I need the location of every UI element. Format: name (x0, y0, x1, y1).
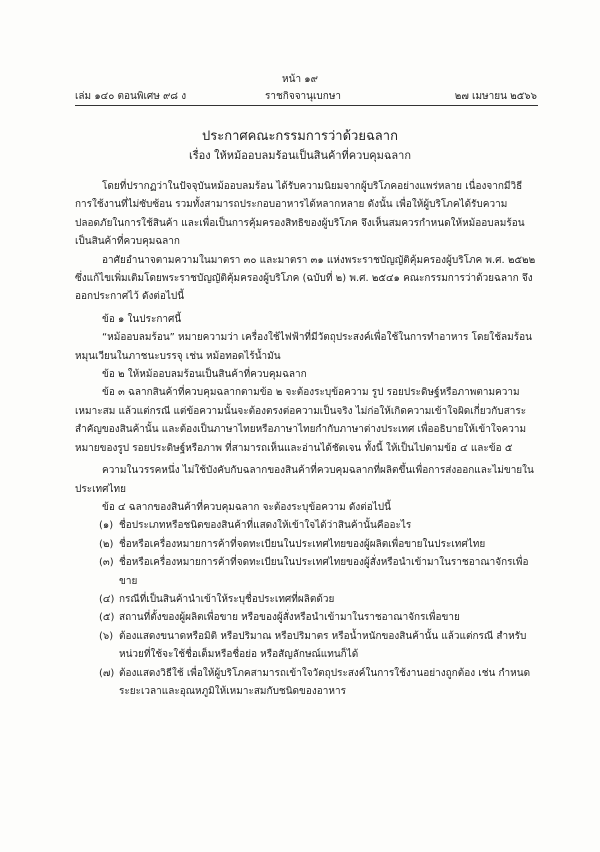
item-number: (๓) (99, 557, 114, 569)
item-number: (๕) (99, 612, 115, 624)
item-number: (๑) (99, 520, 114, 532)
item-number: (๗) (99, 667, 115, 679)
clause-3: ข้อ ๓ ฉลากสินค้าที่ควบคุมฉลากตามข้อ ๒ จะต้องระบุข้อความ รูป รอยประดิษฐ์หรือภาพตามความเหมาะสม แล้วแต่กรณี แต่ข้อความนั้นจะต้องตรงต่อความเป็นจริง ไม่ก่อให้เกิดความเข้าใจผิดเกี่ยวกับสาระสำคัญของสินค้านั้น และต้องเป็นภาษาไทยหรือภาษาไทยกำกับภาษาต่างประเทศ เพื่ออธิบายให้เข้าใจความหมายของรูป รอยประดิษฐ์หรือภาพ ที่สามารถเห็นและอ่านได้ชัดเจน ทั้งนี้ ให้เป็นไปตามข้อ ๔ และข้อ ๕ (75, 387, 527, 454)
clause-4: ข้อ ๔ ฉลากของสินค้าที่ควบคุมฉลาก จะต้องระบุข้อความ ดังต่อไปนี้ (102, 501, 391, 513)
clause-2: ข้อ ๒ ให้หม้ออบลมร้อนเป็นสินค้าที่ควบคุมฉลาก (102, 369, 307, 381)
list-item (75, 665, 538, 702)
item-text: ชื่อหรือเครื่องหมายการค้าที่จดทะเบียนในประเทศไทยของผู้สั่งหรือนำเข้ามาในราชอาณาจักรเพื่อขาย (119, 557, 529, 587)
item-number: (๒) (99, 538, 114, 550)
item-text: ต้องแสดงวิธีใช้ เพื่อให้ผู้บริโภคสามารถเข้าใจวัตถุประสงค์ในการใช้งานอย่างถูกต้อง เช่น กำหนดระยะเวลาและอุณหภูมิให้เหมาะสมกับชนิดของอาหาร (119, 667, 531, 697)
publication-date: ๒๗ เมษายน ๒๕๖๖ (454, 91, 537, 102)
list-item (75, 591, 538, 609)
gazette-header (75, 89, 537, 103)
item-number: (๖) (99, 630, 114, 642)
item-number: (๔) (99, 593, 115, 605)
item-text: กรณีที่เป็นสินค้านำเข้าให้ระบุชื่อประเทศที่ผลิตด้วย (119, 593, 335, 605)
list-item (75, 517, 538, 535)
item-text: ชื่อประเภทหรือชนิดของสินค้าที่แสดงให้เข้าใจได้ว่าสินค้านั้นคืออะไร (119, 520, 412, 532)
gazette-name: ราชกิจจานุเบกษา (265, 91, 342, 102)
item-text: ต้องแสดงขนาดหรือมิติ หรือปริมาณ หรือปริมาตร หรือน้ำหนักของสินค้านั้น แล้วแต่กรณี สำหรับหน่วยที่ใช้จะใช้ชื่อเต็มหรือชื่อย่อ หรือสัญลักษณ์แทนก็ได้ (119, 630, 527, 661)
authority-paragraph: อาศัยอำนาจตามความในมาตรา ๓๐ และมาตรา ๓๑ แห่งพระราชบัญญัติคุ้มครองผู้บริโภค พ.ศ. ๒๕๒๒ ซึ่งแก้ไขเพิ่มเติมโดยพระราชบัญญัติคุ้มครองผู้บริโภค (ฉบับที่ ๒) พ.ศ. ๒๕๔๑ คณะกรรมการว่าด้วยฉลาก จึงออกประกาศไว้ ดังต่อไปนี้ (75, 254, 536, 303)
volume-issue: เล่ม ๑๔๐ ตอนพิเศษ ๙๘ ง (75, 91, 187, 102)
preamble-paragraph: โดยที่ปรากฏว่าในปัจจุบันหม้ออบลมร้อน ได้รับความนิยมจากผู้บริโภคอย่างแพร่หลาย เนื่องจากมีวิธีการใช้งานที่ไม่ซับซ้อน รวมทั้งสามารถประกอบอาหารได้หลากหลาย ดังนั้น เพื่อให้ผู้บริโภคได้รับความปลอดภัยในการใช้สินค้า และเพื่อเป็นการคุ้มครองสิทธิของผู้บริโภค จึงเห็นสมควรกำหนดให้หม้ออบลมร้อนเป็นสินค้าที่ควบคุมฉลาก (75, 181, 525, 248)
item-text: ชื่อหรือเครื่องหมายการค้าที่จดทะเบียนในประเทศไทยของผู้ผลิตเพื่อขายในประเทศไทย (119, 538, 486, 550)
announcement-subject: เรื่อง ให้หม้ออบลมร้อนเป็นสินค้าที่ควบคุมฉลาก (189, 149, 411, 162)
announcement-title: ประกาศคณะกรรมการว่าด้วยฉลาก (202, 129, 398, 144)
header-divider (75, 105, 538, 106)
list-item (75, 609, 538, 627)
clause-3-paragraph-2: ความในวรรคหนึ่ง ไม่ใช้บังคับกับฉลากของสินค้าที่ควบคุมฉลากที่ผลิตขึ้นเพื่อการส่งออกและไม่ขายในประเทศไทย (75, 465, 534, 495)
clause-1: ข้อ ๑ ในประกาศนี้ (102, 313, 182, 325)
list-item (75, 536, 538, 554)
list-item (75, 628, 538, 665)
list-item (75, 554, 538, 591)
page-number: หน้า ๑๙ (282, 74, 318, 85)
item-text: สถานที่ตั้งของผู้ผลิตเพื่อขาย หรือของผู้สั่งหรือนำเข้ามาในราชอาณาจักรเพื่อขาย (119, 612, 460, 624)
definition-paragraph: “หม้ออบลมร้อน” หมายความว่า เครื่องใช้ไฟฟ้าที่มีวัตถุประสงค์เพื่อใช้ในการทำอาหาร โดยใช้ลมร้อนหมุนเวียนในภาชนะบรรจุ เช่น หม้อทอดไร้น้ำมัน (75, 332, 532, 362)
announcement-body (75, 178, 538, 701)
